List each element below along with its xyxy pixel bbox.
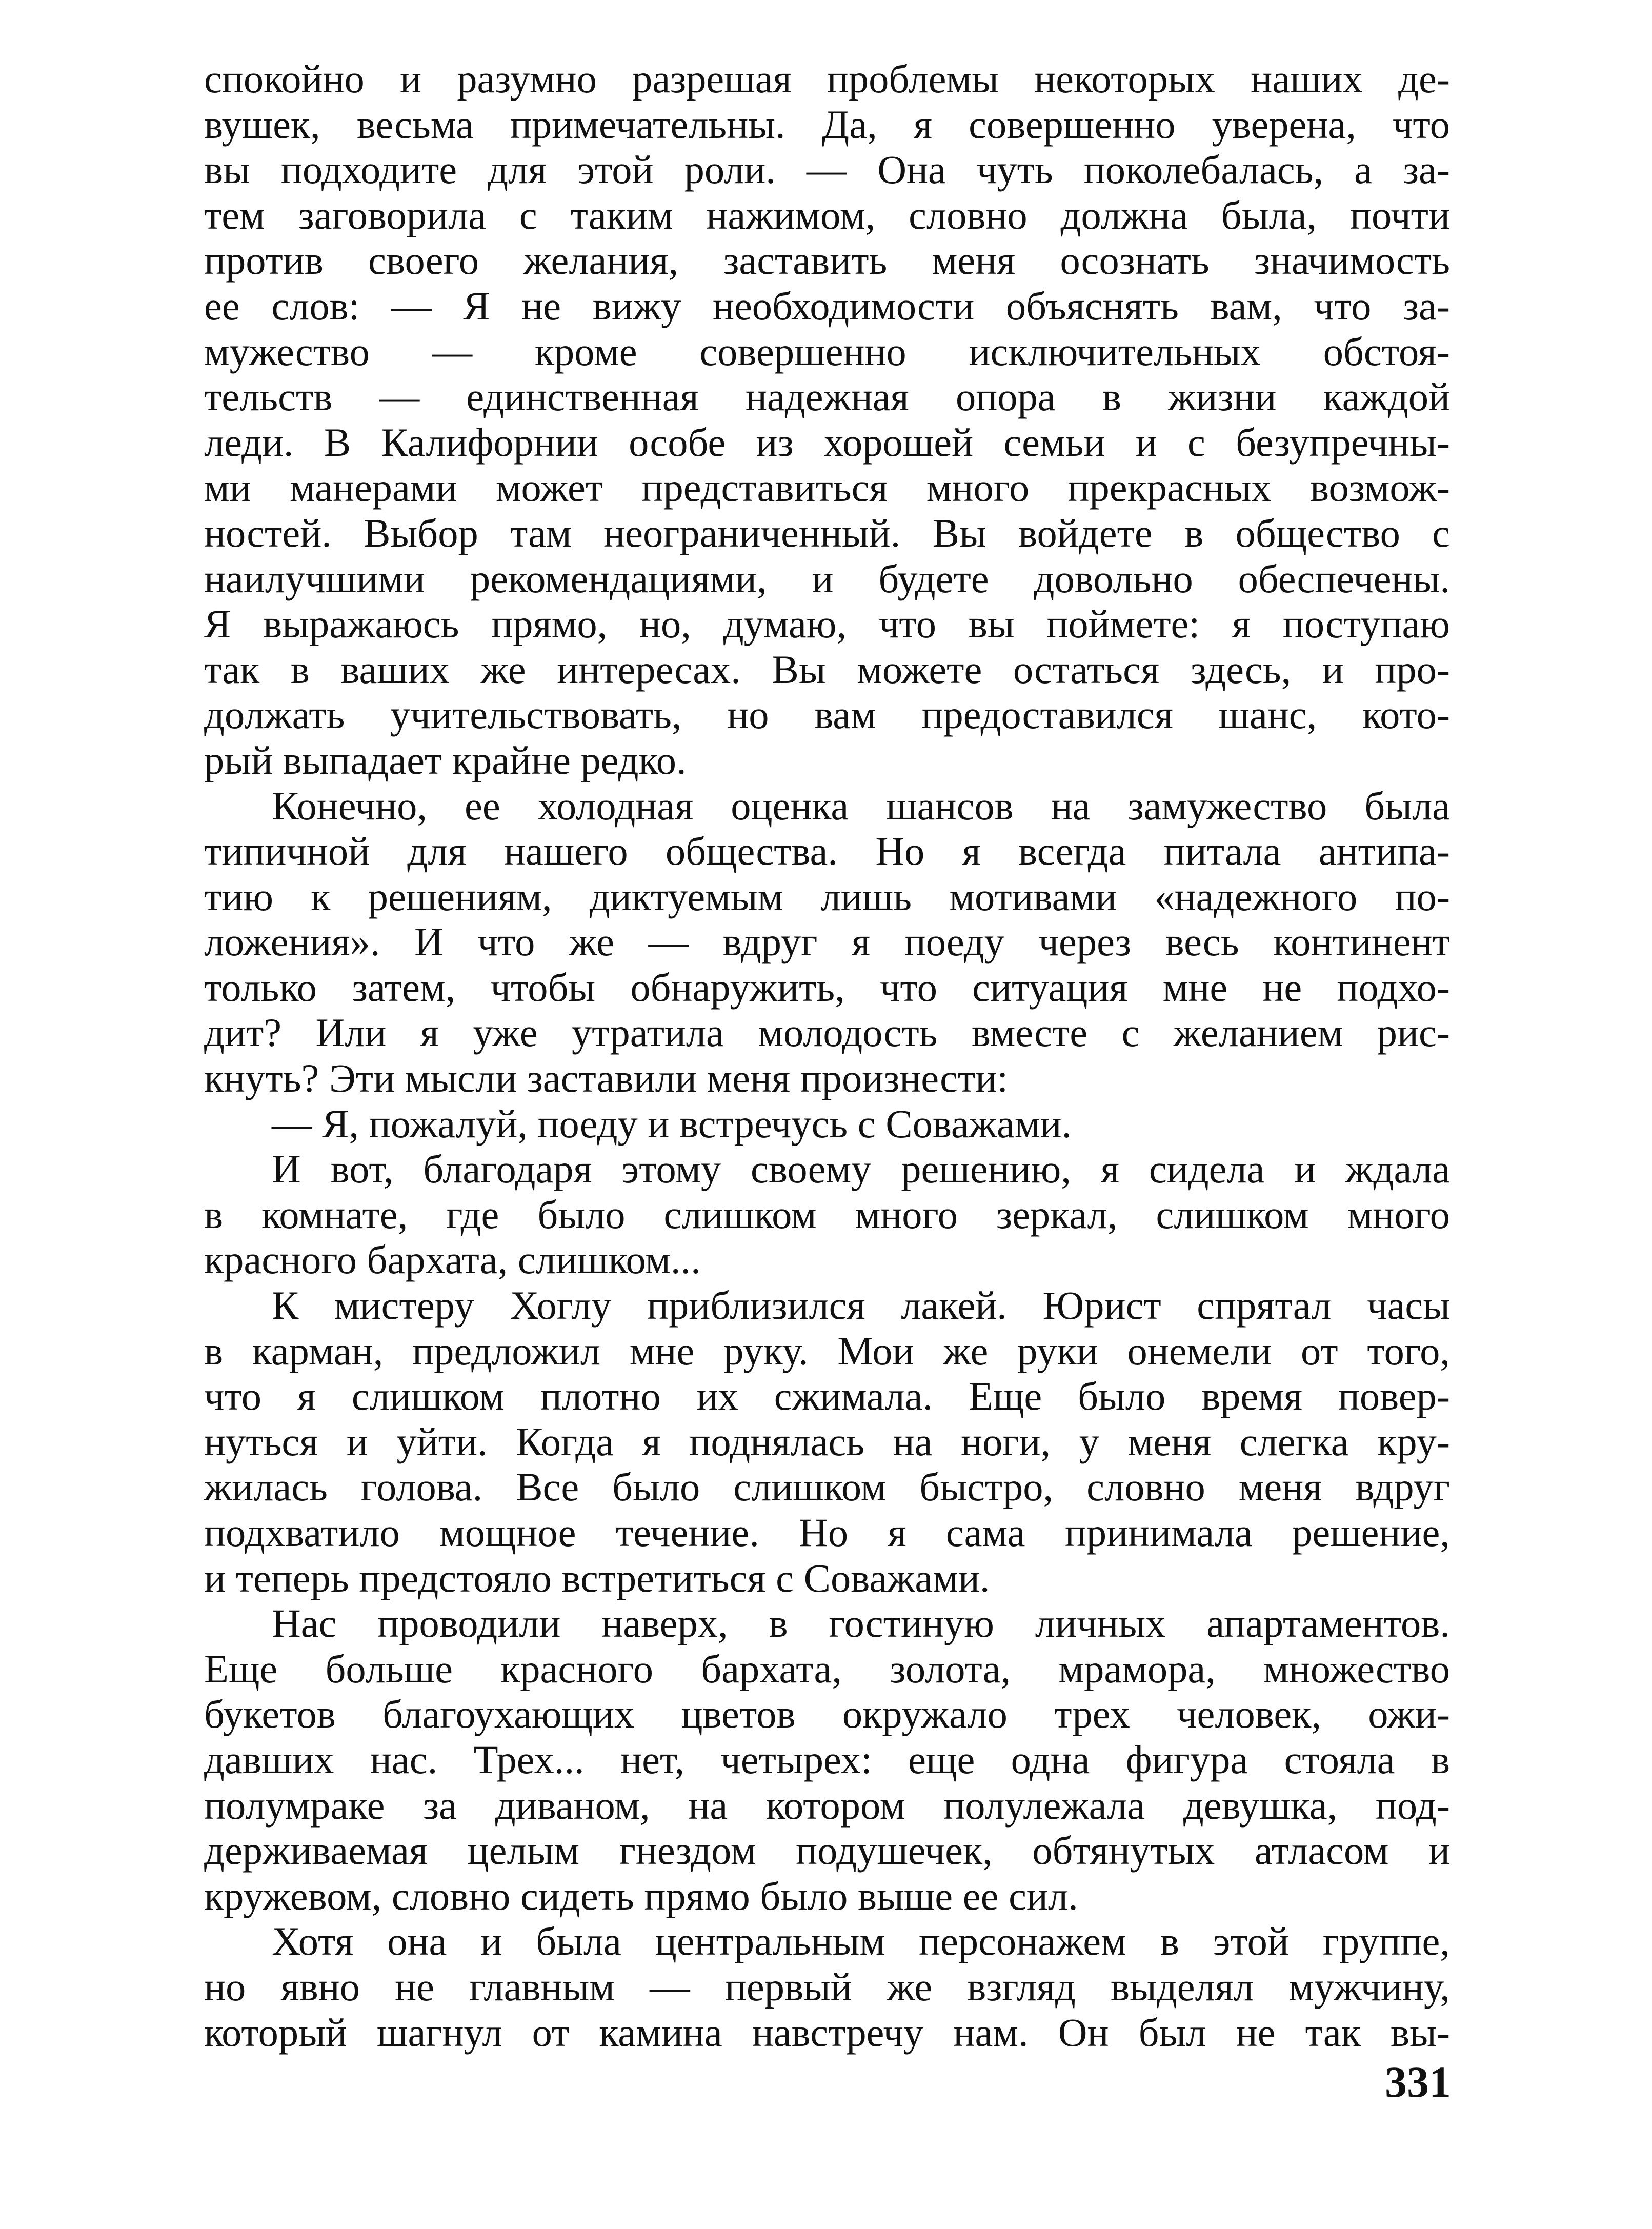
text-line: полумраке за диваном, на котором полулежала девушка, под- xyxy=(204,1782,1450,1828)
text-line: ми манерами может представиться много прекрасных возмож- xyxy=(204,465,1450,510)
text-line: который шагнул от камина навстречу нам. Он был не так вы- xyxy=(204,2010,1450,2055)
text-line: леди. В Калифорнии особе из хорошей семьи и с безупречны- xyxy=(204,419,1450,465)
text-line: — Я, пожалуй, поеду и встречусь с Соважами. xyxy=(272,1101,1072,1146)
text-line: типичной для нашего общества. Но я всегда питала антипа- xyxy=(204,829,1450,874)
text-line: должать учительствовать, но вам предоставился шанс, кото- xyxy=(204,692,1450,737)
text-line: спокойно и разумно разрешая проблемы некоторых наших де- xyxy=(204,56,1450,101)
text-line: в карман, предложил мне руку. Мои же руки онемели от того, xyxy=(204,1328,1450,1373)
text-line: ее слов: — Я не вижу необходимости объяснять вам, что за- xyxy=(204,283,1450,328)
text-line: вушек, весьма примечательны. Да, я совершенно уверена, что xyxy=(204,102,1450,147)
text-line: кружевом, словно сидеть прямо было выше ее сил. xyxy=(204,1873,1078,1918)
text-line: рый выпадает крайне редко. xyxy=(204,737,687,782)
body-text xyxy=(204,56,1450,2055)
text-line: что я слишком плотно их сжимала. Еще было время повер- xyxy=(204,1374,1450,1419)
text-line: Я выражаюсь прямо, но, думаю, что вы поймете: я поступаю xyxy=(204,601,1450,647)
text-line: так в ваших же интересах. Вы можете остаться здесь, и про- xyxy=(204,647,1450,692)
text-line: жилась голова. Все было слишком быстро, словно меня вдруг xyxy=(204,1464,1450,1510)
text-line: Хотя она и была центральным персонажем в этой группе, xyxy=(272,1919,1450,1964)
text-line: кнуть? Эти мысли заставили меня произнести: xyxy=(204,1056,1009,1101)
text-line: красного бархата, слишком... xyxy=(204,1237,701,1282)
text-line: только затем, чтобы обнаружить, что ситуация мне не подхо- xyxy=(204,965,1450,1010)
text-line: тельств — единственная надежная опора в жизни каждой xyxy=(204,374,1450,419)
text-line: Нас проводили наверх, в гостиную личных апартаментов. xyxy=(272,1601,1450,1646)
text-line: букетов благоухающих цветов окружало трех человек, ожи- xyxy=(204,1692,1450,1737)
text-line: подхватило мощное течение. Но я сама принимала решение, xyxy=(204,1510,1450,1555)
text-line: в комнате, где было слишком много зеркал, слишком много xyxy=(204,1192,1450,1237)
text-line: ложения». И что же — вдруг я поеду через весь континент xyxy=(204,919,1450,965)
text-line: И вот, благодаря этому своему решению, я сидела и ждала xyxy=(272,1147,1450,1192)
text-line: дит? Или я уже утратила молодость вместе с желанием рис- xyxy=(204,1010,1450,1055)
text-line: К мистеру Хоглу приблизился лакей. Юрист спрятал часы xyxy=(272,1283,1450,1328)
text-line: нуться и уйти. Когда я поднялась на ноги, у меня слегка кру- xyxy=(204,1419,1450,1464)
text-line: вы подходите для этой роли. — Она чуть поколебалась, а за- xyxy=(204,147,1450,192)
page-number: 331 xyxy=(1385,2057,1451,2106)
text-line: тию к решениям, диктуемым лишь мотивами «надежного по- xyxy=(204,874,1450,919)
text-line: против своего желания, заставить меня осознать значимость xyxy=(204,238,1450,283)
text-line: наилучшими рекомендациями, и будете довольно обеспечены. xyxy=(204,556,1450,601)
text-line: Конечно, ее холодная оценка шансов на замужество была xyxy=(272,783,1450,828)
text-line: Еще больше красного бархата, золота, мрамора, множество xyxy=(204,1646,1450,1691)
text-line: давших нас. Трех... нет, четырех: еще одна фигура стояла в xyxy=(204,1737,1450,1782)
text-line: ностей. Выбор там неограниченный. Вы войдете в общество с xyxy=(204,510,1450,555)
text-line: мужество — кроме совершенно исключительных обстоя- xyxy=(204,329,1450,374)
text-line: держиваемая целым гнездом подушечек, обтянутых атласом и xyxy=(204,1828,1450,1873)
text-line: тем заговорила с таким нажимом, словно должна была, почти xyxy=(204,192,1450,237)
text-line: и теперь предстояло встретиться с Соважами. xyxy=(204,1555,990,1600)
text-line: но явно не главным — первый же взгляд выделял мужчину, xyxy=(204,1964,1450,2009)
